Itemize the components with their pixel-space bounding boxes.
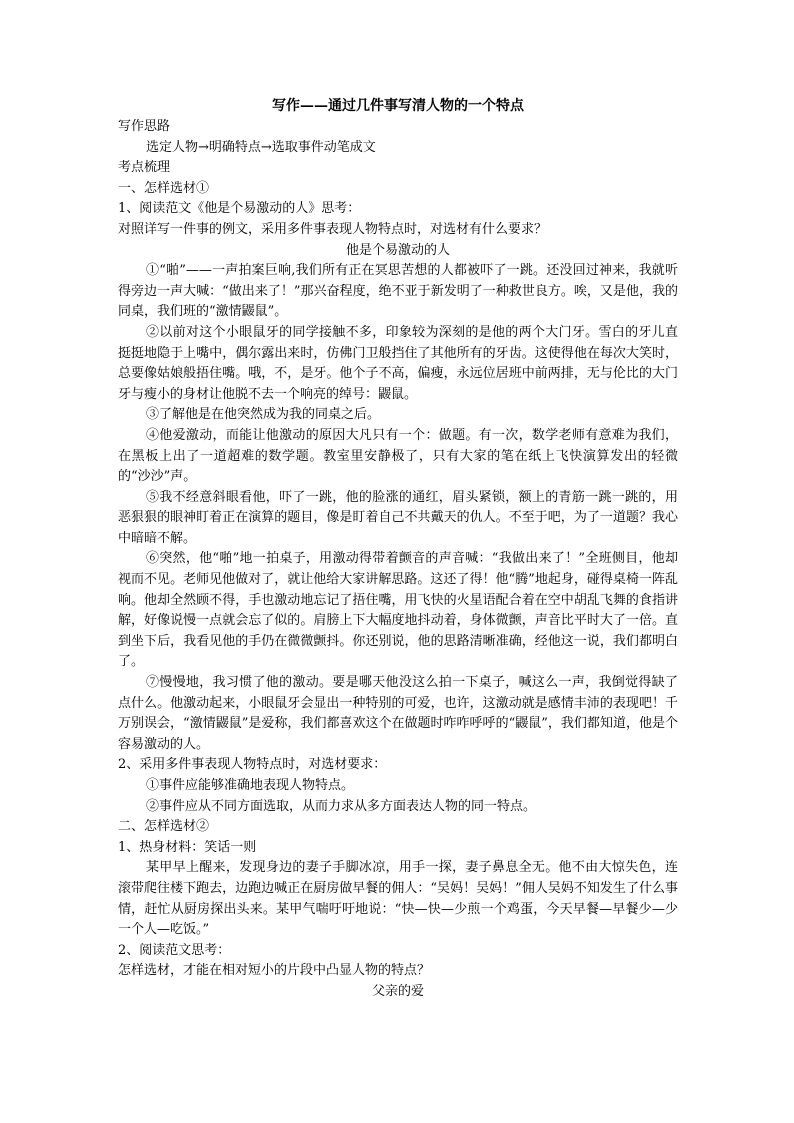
text-line: 某甲早上醒来，发现身边的妻子手脚冰凉，用手一探，妻子鼻息全无。他不由大惊失色，连滚带爬往楼下跑去，边跑边喊正在厨房做早餐的佣人：“吴妈！吴妈！”佣人吴妈不知发生了什么事情，赶忙从厨房探出头来。某甲气喘吁吁地说：“快—快—少煎一个鸡蛋，今天早餐—早餐少—少一个人—吃饭。” (118, 860, 678, 938)
text-line: ②以前对这个小眼鼠牙的同学接触不多，印象较为深刻的是他的两个大门牙。雪白的牙儿直挺挺地隐于上嘴中，偶尔露出来时，仿佛门卫般挡住了其他所有的牙齿。这使得他在每次大笑时，总要像姑娘般捂住嘴。哦，不，是牙。他个子不高，偏瘦，永远位居班中前两排，无与伦比的大门牙与瘦小的身材让他脱不去一个响亮的绰号：鼹鼠。 (118, 324, 678, 402)
text-line: ⑥突然，他“啪”地一拍桌子，用激动得带着颤音的声音喊：“我做出来了！”全班侧目，他却视而不见。老师见他做对了，就让他给大家讲解思路。这还了得！他“腾”地起身，碰得桌椅一阵乱响。他却全然顾不得，手也激动地忘记了捂住嘴，用飞快的火星语配合着在空中胡乱飞舞的食指讲解，好像说慢一点就会忘了似的。肩膀上下大幅度地抖动着，身体微颤，声音比平时大了一倍。直到坐下后，我看见他的手仍在微微颤抖。你还别说，他的思路清晰准确，经他这一说，我们都明白了。 (118, 551, 678, 670)
text-line: 怎样选材，才能在相对短小的片段中凸显人物的特点？ (118, 963, 431, 979)
text-line: 他是个易激动的人 (345, 242, 450, 258)
text-line: ④他爱激动，而能让他激动的原因大凡只有一个：做题。有一次，数学老师有意难为我们，在黑板上出了一道超难的数学题。教室里安静极了，只有大家的笔在纸上飞快演算发出的轻微的“沙沙”声。 (118, 427, 678, 485)
text-line: 选定人物→明确特点→选取事件动笔成文 (146, 139, 376, 155)
text-line: ②事件应从不同方面选取，从而力求从多方面表达人物的同一特点。 (146, 798, 537, 814)
text-line: 考点梳理 (118, 160, 171, 176)
text-line: 1、阅读范文《他是个易激动的人》思考： (118, 201, 361, 217)
text-line: 父亲的爱 (371, 983, 424, 999)
text-line: 写作思路 (118, 119, 171, 134)
text-line: 2、采用多件事表现人物特点时，对选材要求： (118, 757, 387, 773)
text-line: 1、热身材料：笑话一则 (118, 839, 257, 855)
text-line: ①“啪”——一声拍案巨响,我们所有正在冥思苦想的人都被吓了一跳。还没回过神来，我就听得旁边一声大喊：“做出来了！”那兴奋程度，绝不亚于新发明了一种救世良方。唉，又是他，我的同桌，我们班的“激情鼹鼠”。 (118, 263, 678, 320)
document-body (118, 117, 678, 1003)
text-line: ①事件应能够准确地表现人物特点。 (146, 778, 355, 793)
text-line: 二、怎样选材② (118, 819, 210, 835)
page-title: 写作——通过几件事写清人物的一个特点 (272, 98, 524, 114)
text-line: ⑤我不经意斜眼看他，吓了一跳，他的脸涨的通红，眉头紧锁，额上的青筋一跳一跳的，用恶狠狠的眼神盯着正在演算的题目，像是盯着自己不共戴天的仇人。不至于吧，为了一道题？我心中暗暗不解。 (118, 489, 678, 546)
text-line: 一、怎样选材① (118, 180, 210, 196)
text-line: 2、阅读范文思考： (118, 942, 231, 958)
text-line: 对照详写一件事的例文，采用多件事表现人物特点时，对选材有什么要求？ (118, 221, 548, 237)
document-page (118, 95, 678, 1003)
text-line: ⑦慢慢地，我习惯了他的激动。要是哪天他没这么拍一下桌子，喊这么一声，我倒觉得缺了点什么。他激动起来，小眼鼠牙会显出一种特别的可爱，也许，这激动就是感情丰沛的表现吧！千万别误会，“激情鼹鼠”是爱称，我们都喜欢这个在做题时咋咋呼呼的“鼹鼠”，我们都知道，他是个容易激动的人。 (118, 675, 678, 752)
text-line: ③了解他是在他突然成为我的同桌之后。 (146, 407, 381, 423)
